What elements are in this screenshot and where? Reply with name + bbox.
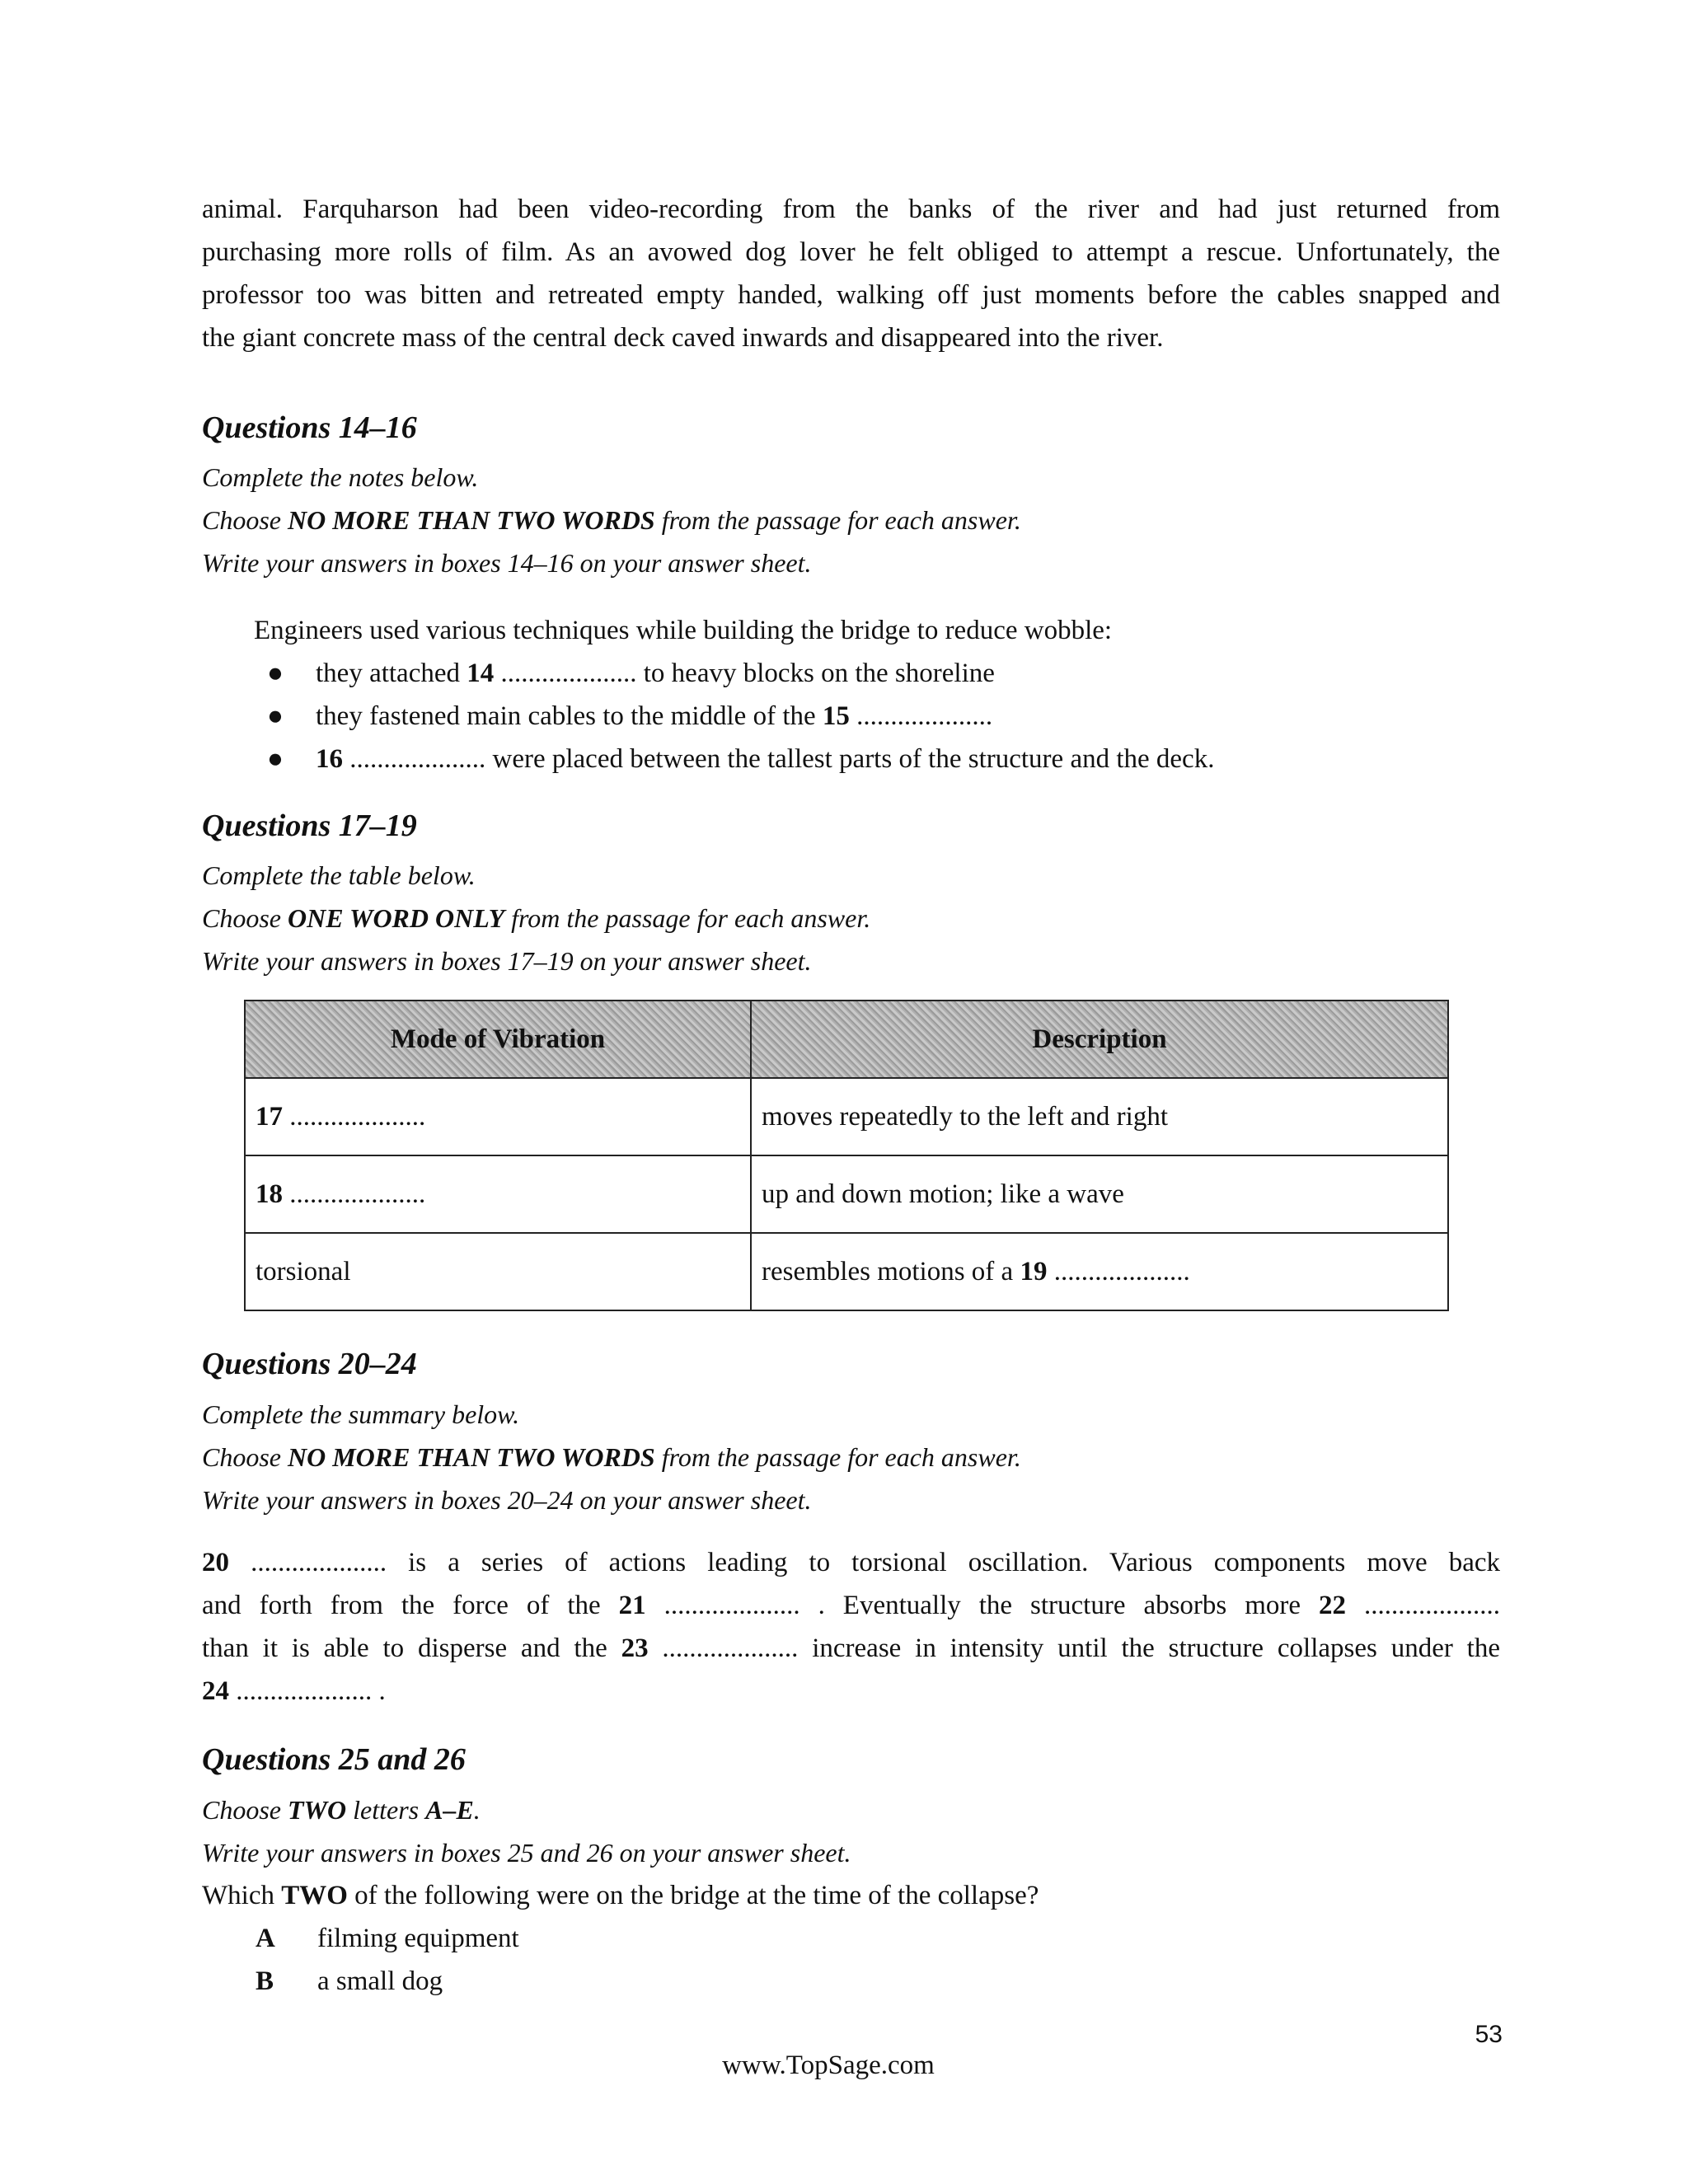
passage-line: purchasing more rolls of film. As an avowed dog lover he felt obliged to attempt a rescue. Unfortunately, the [202,237,1500,267]
instruction-line: Choose TWO letters A–E. [202,1795,481,1825]
footer-url: www.TopSage.com [722,2050,935,2080]
instruction-line: Complete the summary below. [202,1399,520,1429]
answer-number: 15 [822,701,850,731]
summary-20-24 [202,1541,1500,1713]
answer-number: 14 [467,658,495,688]
notes-intro: Engineers used various techniques while building the bridge to reduce wobble: [254,616,1113,645]
summary-line: and forth from the force of the 21 .................... . Eventually the structure absorbs more 22 .................... [202,1591,1500,1620]
column-header-description: Description [751,1001,1448,1078]
bullet-icon: ● [267,701,284,731]
instruction-line: Choose ONE WORD ONLY from the passage for each answer. [202,903,871,933]
answer-number: 16 [316,744,343,774]
table-row [245,1078,1448,1155]
option-text: a small dog [317,1966,443,1996]
question-25-26-stem: Which TWO of the following were on the bridge at the time of the collapse? [202,1881,1039,1910]
column-header-mode: Mode of Vibration [245,1001,751,1078]
passage-line: professor too was bitten and retreated empty handed, walking off just moments before the cables snapped and [202,280,1500,310]
bullet-icon: ● [267,658,284,688]
note-bullet-15: ● they fastened main cables to the middle of the 15 .................... [254,695,1214,738]
summary-line: than it is able to disperse and the 23 .................... increase in intensity until the structure collapses under the [202,1633,1500,1663]
notes-14-16 [254,609,1214,780]
questions-20-24-heading: Questions 20–24 [202,1347,417,1381]
instruction-line: Write your answers in boxes 25 and 26 on your answer sheet. [202,1838,851,1868]
vibration-table [244,1000,1449,1311]
questions-25-26-instructions [202,1788,851,1874]
questions-14-16-instructions [202,456,1021,584]
instruction-line: Complete the table below. [202,860,476,890]
questions-25-26-heading: Questions 25 and 26 [202,1742,466,1777]
instruction-line: Choose NO MORE THAN TWO WORDS from the passage for each answer. [202,1442,1021,1472]
questions-17-19-heading: Questions 17–19 [202,808,417,843]
table-cell: resembles motions of a 19 .................... [751,1233,1448,1310]
table-row [245,1155,1448,1233]
table-row [245,1233,1448,1310]
passage [202,188,1500,359]
questions-20-24-instructions [202,1393,1021,1521]
option-b [256,1960,443,2003]
option-a [256,1917,519,1960]
passage-line: the giant concrete mass of the central deck caved inwards and disappeared into the river. [202,323,1164,353]
questions-17-19-instructions [202,854,870,982]
table-cell: 18 .................... [245,1155,751,1233]
bullet-icon: ● [267,744,284,774]
summary-line: 20 .................... is a series of actions leading to torsional oscillation. Various components move back [202,1548,1500,1577]
table-cell: 17 .................... [245,1078,751,1155]
table-header-row [245,1001,1448,1078]
table-cell: up and down motion; like a wave [751,1155,1448,1233]
instruction-line: Complete the notes below. [202,462,479,492]
table-cell: moves repeatedly to the left and right [751,1078,1448,1155]
option-text: filming equipment [317,1924,519,1953]
table-cell: torsional [245,1233,751,1310]
option-letter: B [256,1966,274,1996]
note-bullet-16: ● 16 .................... were placed between the tallest parts of the structure and the deck. [254,738,1214,780]
instruction-line: Write your answers in boxes 17–19 on your answer sheet. [202,946,812,976]
passage-line: animal. Farquharson had been video-recording from the banks of the river and had just returned from [202,194,1500,224]
instruction-line: Choose NO MORE THAN TWO WORDS from the passage for each answer. [202,505,1021,535]
questions-14-16-heading: Questions 14–16 [202,410,417,445]
note-bullet-14: ● they attached 14 .................... to heavy blocks on the shoreline [254,652,1214,695]
page-number: 53 [1475,2021,1503,2048]
instruction-line: Write your answers in boxes 14–16 on your answer sheet. [202,548,812,578]
option-letter: A [256,1924,275,1953]
summary-line: 24 .................... . [202,1676,386,1706]
instruction-line: Write your answers in boxes 20–24 on your answer sheet. [202,1485,812,1515]
